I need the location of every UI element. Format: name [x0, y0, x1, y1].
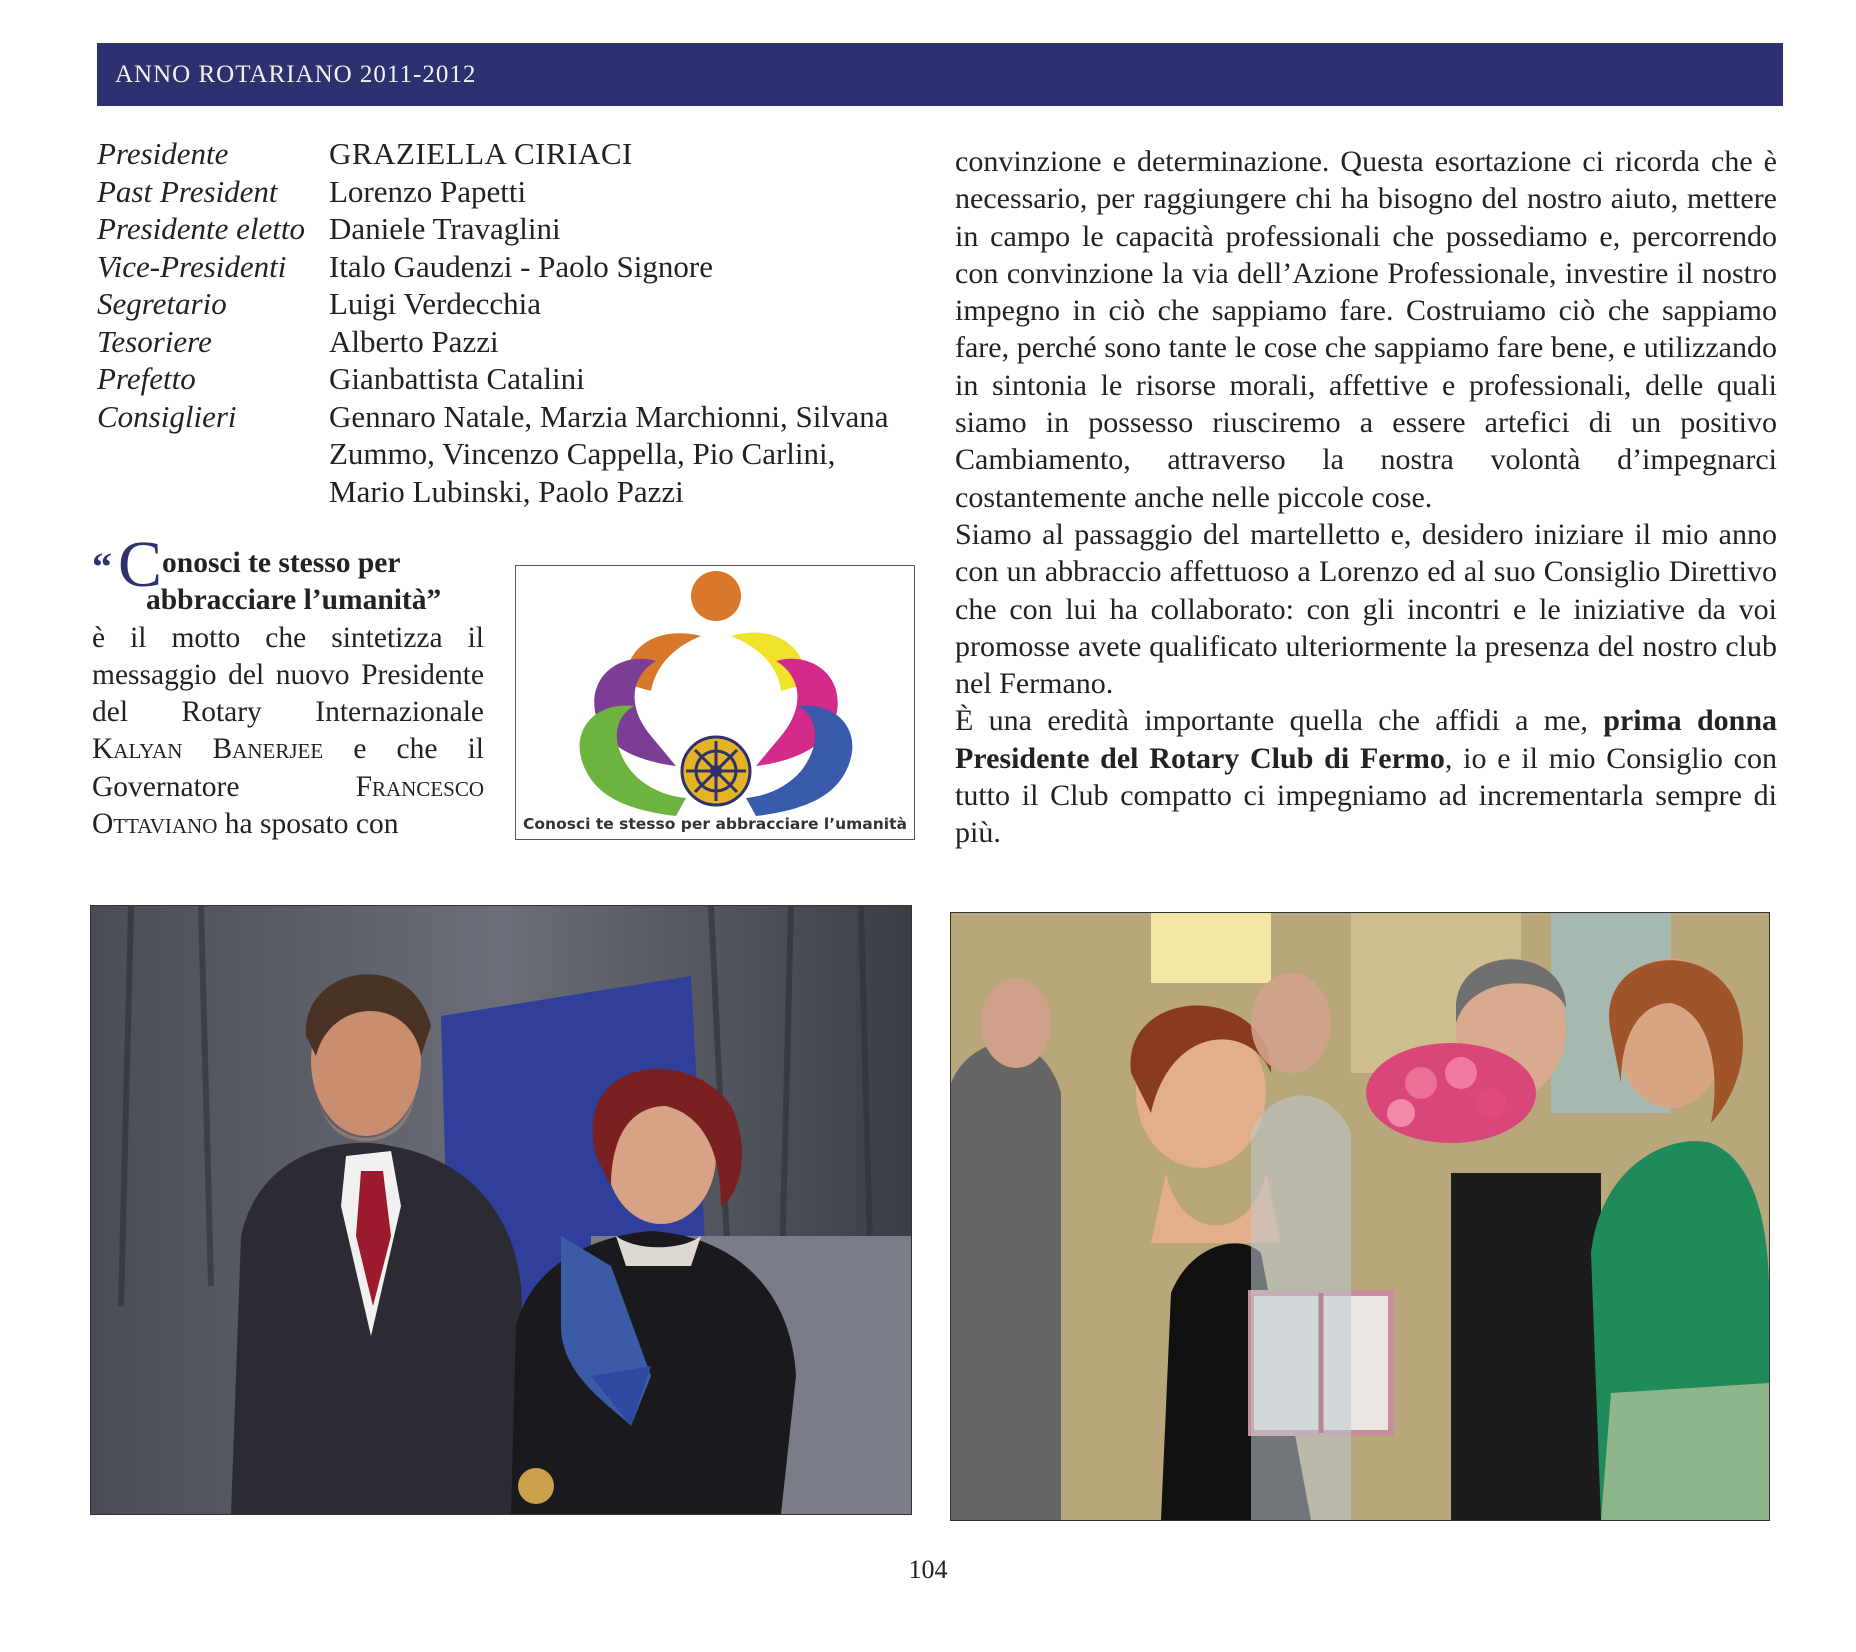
- paragraph-3-bold: prima donna Presidente del Rotary Club di Fermo: [955, 704, 1778, 775]
- page-number: 104: [908, 1555, 948, 1584]
- logo-caption: Conosci te stesso per abbracciare l’umanità: [523, 815, 907, 833]
- officer-row-segretario: [97, 285, 917, 323]
- paragraph-3-start: È una eredità importante quella che affidi a me,: [955, 704, 1588, 738]
- photo-handover-couple-image: [91, 906, 911, 1514]
- officer-row-consiglieri: [97, 398, 917, 511]
- motto-body-2: e che il Governatore: [92, 733, 484, 803]
- motto-quote-line-1: onosci te stesso per: [162, 547, 401, 579]
- rotary-theme-logo: [516, 566, 914, 839]
- officer-row-tesoriere: [97, 323, 917, 361]
- officer-row-presidente: [97, 135, 917, 173]
- officer-row-prefetto: [97, 360, 917, 398]
- open-quote-mark: “: [92, 544, 112, 589]
- officer-row-vice-presidenti: [97, 248, 917, 286]
- motto-body-3: ha sposato con: [224, 808, 399, 841]
- motto-name-ottaviano: Francesco Ottaviano: [92, 770, 484, 841]
- motto-paragraph: [92, 528, 484, 843]
- officer-name: Luigi Verdecchia: [329, 286, 542, 321]
- officer-name-line: Mario Lubinski, Paolo Pazzi: [329, 473, 684, 509]
- officer-name: Daniele Travaglini: [329, 211, 561, 246]
- officer-row-presidente-eletto: [97, 210, 917, 248]
- body-paragraph-1: convinzione e determinazione. Questa esortazione ci ricorda che è necessario, per raggiungere chi ha bisogno del nostro aiuto, mettere in campo le capacità professionali che possediamo e, percorrendo con convinzione la via dell’Azione Professionale, investire il nostro impegno in ciò che sappiamo fare. Costruiamo ciò che sappiamo fare, perché sono tante le cose che sappiamo fare bene, e utilizzando in sintonia le risorse morali, affettive e professionali, delle quali siamo in possesso riusciremo a essere artefici di un positivo Cambiamento, attraverso la nostra volontà d’impegnarci costantemente anche nelle piccole cose.: [955, 145, 1777, 514]
- officer-role: Consiglieri: [97, 398, 237, 434]
- officers-list: [97, 135, 917, 510]
- body-paragraph-3: [955, 702, 1777, 851]
- section-banner: [97, 43, 1783, 106]
- officer-name-list: [329, 398, 917, 511]
- drop-cap: C: [118, 528, 163, 601]
- motto-name-banerjee: Kalyan Banerjee: [92, 733, 324, 766]
- body-text-column: [955, 143, 1777, 852]
- officer-name-line: Gennaro Natale, Marzia Marchionni, Silvana: [329, 398, 889, 434]
- officer-name: Lorenzo Papetti: [329, 173, 527, 209]
- officer-name: Gianbattista Catalini: [329, 361, 585, 396]
- officer-role: Tesoriere: [97, 323, 212, 359]
- motto-quote: [92, 528, 484, 620]
- motto-body-1: è il motto che sintetizza il messaggio del nuovo Presidente del Rotary Internazionale: [92, 621, 484, 729]
- officer-role: Presidente eletto: [97, 211, 306, 246]
- motto-logo: [515, 565, 915, 840]
- motto-quote-line-2: abbracciare l’umanità”: [146, 584, 442, 617]
- officer-role: Past President: [97, 173, 278, 209]
- officer-name-line: Zummo, Vincenzo Cappella, Pio Carlini,: [329, 436, 836, 471]
- officer-role: Presidente: [97, 136, 229, 171]
- officer-role: Prefetto: [97, 361, 196, 396]
- paragraph-3-end: , io e il mio Consiglio con tutto il Club compatto ci impegniamo ad incrementarla sempre di più.: [955, 741, 1777, 850]
- officer-name: Italo Gaudenzi - Paolo Signore: [329, 248, 713, 284]
- officer-name: GRAZIELLA CIRIACI: [329, 136, 633, 171]
- officer-role: Segretario: [97, 286, 227, 321]
- officer-name: Alberto Pazzi: [329, 323, 499, 359]
- photo-flowers-gift: [950, 912, 1770, 1521]
- officer-row-past-president: [97, 173, 917, 211]
- banner-title: ANNO ROTARIANO 2011-2012: [115, 61, 477, 88]
- officer-role: Vice-Presidenti: [97, 248, 287, 284]
- logo-orange-head: [691, 571, 741, 621]
- photo-handover-couple: [90, 905, 912, 1515]
- photo-flowers-gift-image: [951, 913, 1769, 1520]
- body-paragraph-2: Siamo al passaggio del martelletto e, desidero iniziare il mio anno con un abbraccio affettuoso a Lorenzo ed al suo Consiglio Direttivo che con lui ha collaborato: con gli incontri e le iniziative da voi promosse avete qualificato ulteriormente la presenza del nostro club nel Fermano.: [955, 517, 1777, 701]
